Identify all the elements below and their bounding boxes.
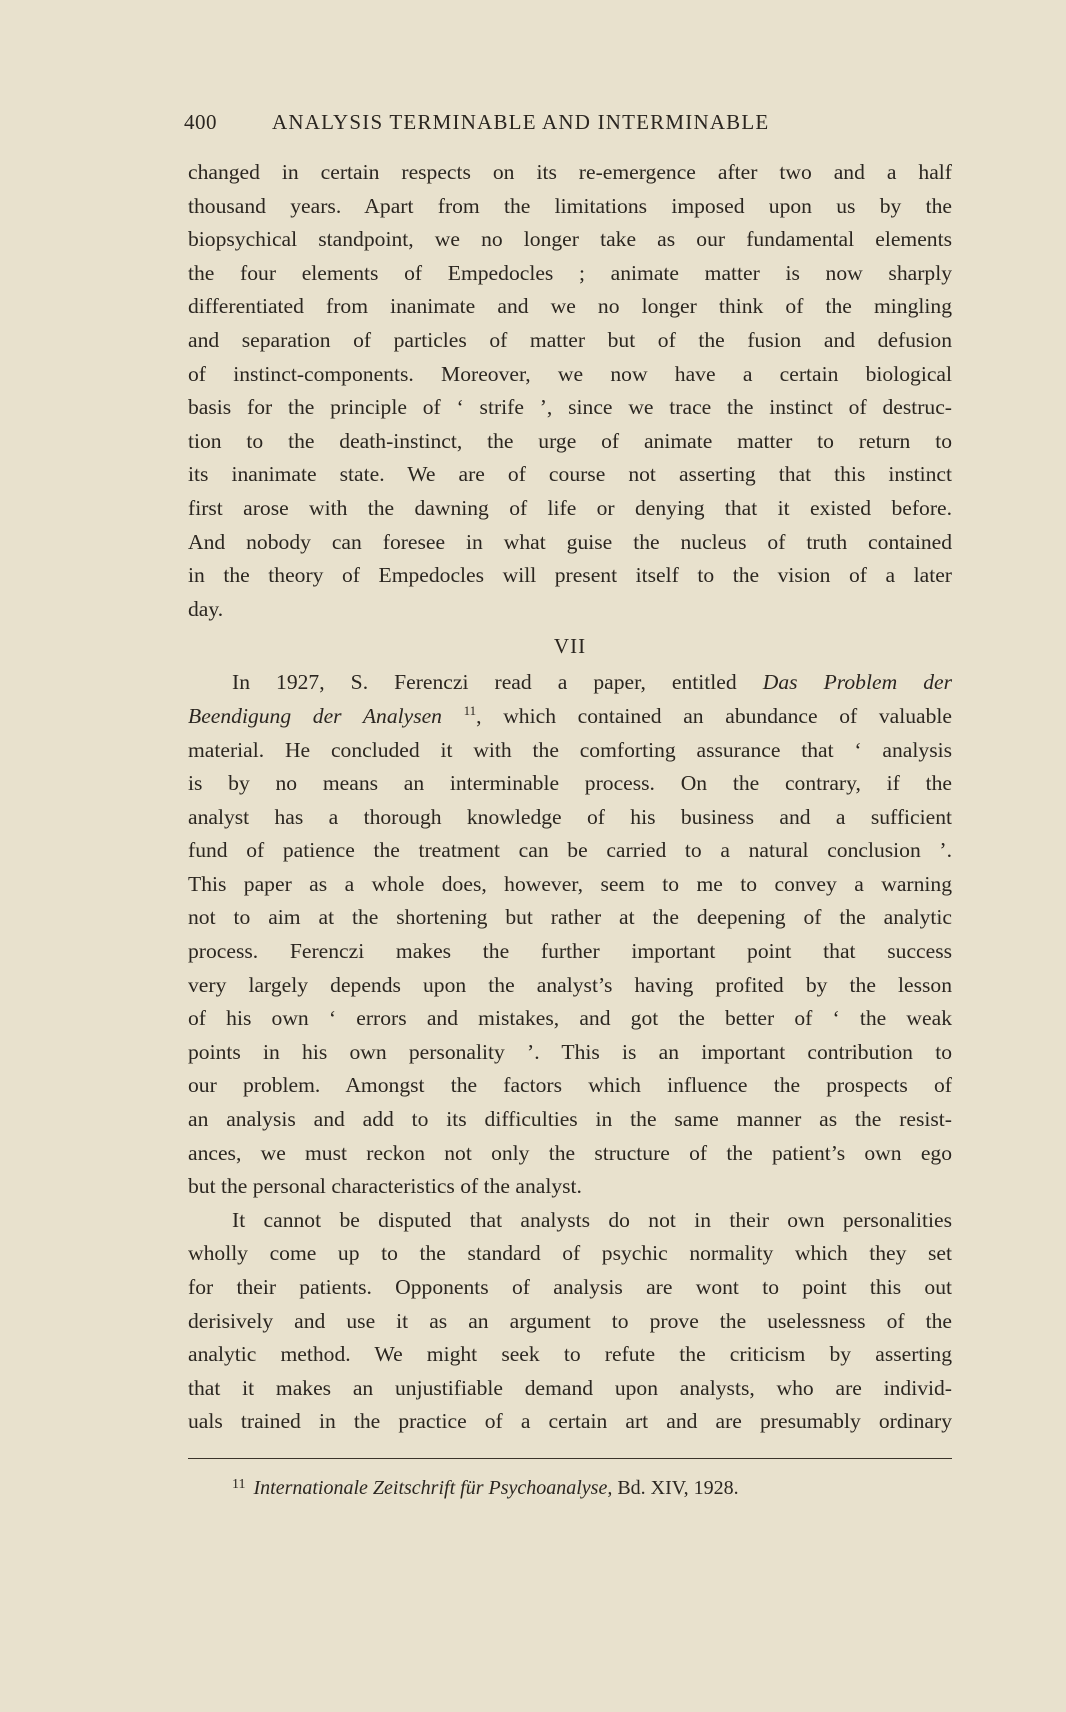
section-heading: VII bbox=[553, 634, 587, 659]
text-line: And nobody can foresee in what guise the nucleus of truth contained bbox=[188, 529, 952, 554]
text-line: process. Ferenczi makes the further important point that success bbox=[188, 939, 952, 964]
text-line: wholly come up to the standard of psychic normality which they set bbox=[188, 1241, 952, 1266]
text-line: basis for the principle of ‘ strife ’, since we trace the instinct of destruc- bbox=[188, 395, 952, 420]
text-segment: In 1927, S. Ferenczi read a paper, entitled bbox=[232, 670, 737, 695]
text-line: first arose with the dawning of life or denying that it existed before. bbox=[188, 495, 952, 520]
page-number: 400 bbox=[184, 110, 217, 134]
text-line: the four elements of Empedocles ; animate matter is now sharply bbox=[188, 260, 952, 285]
italic-title: Beendigung der Analysen bbox=[188, 703, 442, 728]
text-line: points in his own personality ’. This is an important contribution to bbox=[188, 1039, 952, 1064]
text-line: analytic method. We might seek to refute the criticism by asserting bbox=[188, 1342, 952, 1367]
footnote bbox=[232, 1477, 739, 1500]
footnote-reference: 11 bbox=[463, 702, 477, 718]
text-line: is by no means an interminable process. On the contrary, if the bbox=[188, 771, 952, 796]
paragraph-1 bbox=[188, 156, 952, 626]
text-line: analyst has a thorough knowledge of his business and a sufficient bbox=[188, 804, 952, 829]
text-line: an analysis and add to its difficulties in the same manner as the resist- bbox=[188, 1107, 952, 1132]
paragraph-3 bbox=[188, 1204, 952, 1439]
text-line: our problem. Amongst the factors which influence the prospects of bbox=[188, 1073, 952, 1098]
text-line: uals trained in the practice of a certain art and are presumably ordinary bbox=[188, 1409, 952, 1434]
running-title: ANALYSIS TERMINABLE AND INTERMINABLE bbox=[272, 110, 770, 134]
text-line: changed in certain respects on its re-emergence after two and a half bbox=[188, 160, 952, 184]
text-line: day. bbox=[188, 596, 224, 621]
text-line: very largely depends upon the analyst’s having profited by the lesson bbox=[188, 972, 952, 997]
text-line: in the theory of Empedocles will present itself to the vision of a later bbox=[188, 563, 952, 588]
text-line: but the personal characteristics of the analyst. bbox=[188, 1174, 582, 1199]
footnote-citation: Bd. XIV, 1928. bbox=[617, 1477, 739, 1499]
footnote-journal-title: Internationale Zeitschrift für Psychoanalyse, bbox=[253, 1477, 613, 1499]
text-line: thousand years. Apart from the limitations imposed upon us by the bbox=[188, 193, 952, 218]
text-line: derisively and use it as an argument to prove the uselessness of the bbox=[188, 1308, 952, 1333]
paragraph-2 bbox=[188, 666, 952, 1204]
text-line: tion to the death-instinct, the urge of animate matter to return to bbox=[188, 428, 952, 453]
running-header bbox=[184, 110, 964, 135]
footnote-rule bbox=[188, 1458, 952, 1459]
text-line: It cannot be disputed that analysts do not in their own personalities bbox=[232, 1207, 952, 1232]
text-line: material. He concluded it with the comforting assurance that ‘ analysis bbox=[188, 737, 952, 762]
text-line: for their patients. Opponents of analysis are wont to point this out bbox=[188, 1275, 952, 1299]
text-line: its inanimate state. We are of course not asserting that this instinct bbox=[188, 462, 952, 487]
text-line: that it makes an unjustifiable demand upon analysts, who are individ- bbox=[188, 1375, 952, 1400]
text-line bbox=[188, 666, 952, 700]
text-line: biopsychical standpoint, we no longer take as our fundamental elements bbox=[188, 227, 952, 252]
text-line: fund of patience the treatment can be carried to a natural conclusion ’. bbox=[188, 838, 952, 863]
text-line bbox=[188, 700, 952, 734]
text-segment: , which contained an abundance of valuable bbox=[476, 703, 952, 728]
footnote-mark: 11 bbox=[232, 1477, 246, 1492]
text-line: This paper as a whole does, however, seem to me to convey a warning bbox=[188, 871, 952, 896]
text-line: of his own ‘ errors and mistakes, and got the better of ‘ the weak bbox=[188, 1006, 952, 1031]
text-line: differentiated from inanimate and we no longer think of the mingling bbox=[188, 294, 952, 319]
italic-title: Das Problem der bbox=[762, 670, 952, 695]
text-line: ances, we must reckon not only the structure of the patient’s own ego bbox=[188, 1140, 952, 1165]
text-line: and separation of particles of matter but of the fusion and defusion bbox=[188, 327, 952, 352]
body-text bbox=[188, 156, 952, 1439]
text-line: not to aim at the shortening but rather at the deepening of the analytic bbox=[188, 905, 952, 930]
text-line: of instinct-components. Moreover, we now have a certain biological bbox=[188, 361, 952, 386]
